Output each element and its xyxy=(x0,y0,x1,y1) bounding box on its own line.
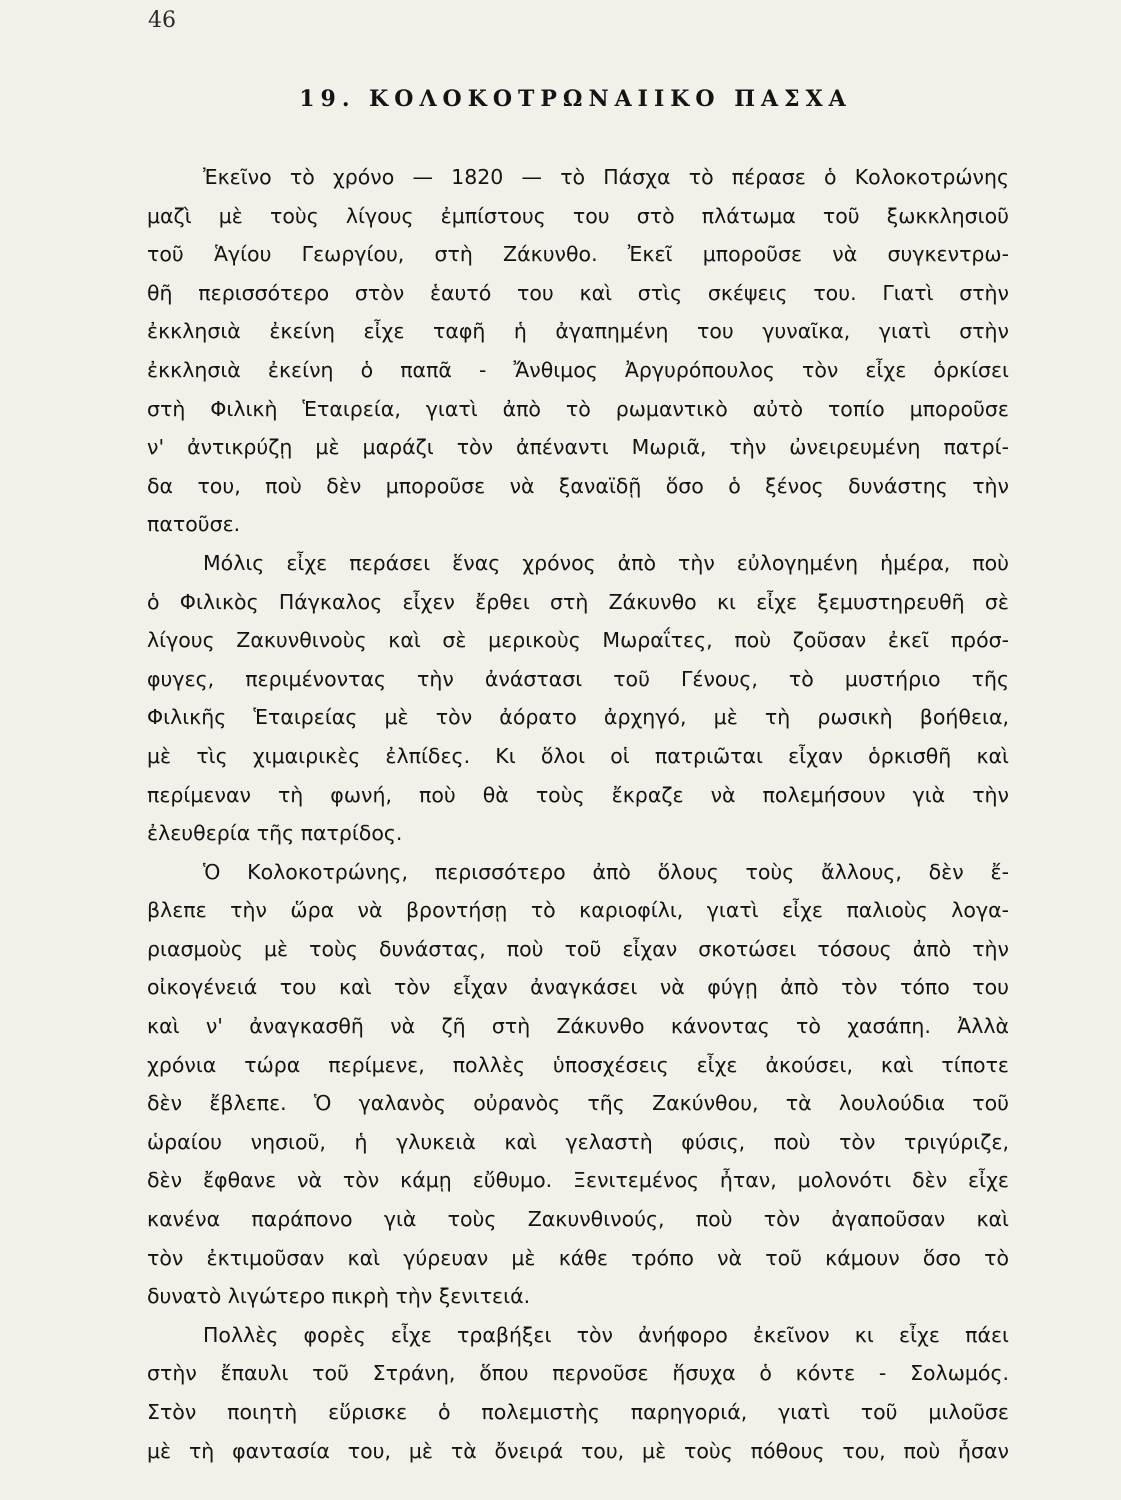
text-line: Μόλις εἶχε περάσει ἕνας χρόνος ἀπὸ τὴν εὐλογημένη ἡμέρα, ποὺ xyxy=(203,550,1009,575)
text-line: βλεπε τὴν ὥρα νὰ βροντήσῃ τὸ καριοφίλι, γιατὶ εἶχε παλιοὺς λογα- xyxy=(147,898,1009,923)
text-line: θῆ περισσότερο στὸν ἑαυτό του καὶ στὶς σκέψεις του. Γιατὶ στὴν xyxy=(147,280,1009,305)
text-line: χρόνια τώρα περίμενε, πολλὲς ὑποσχέσεις εἶχε ἀκούσει, καὶ τίποτε xyxy=(147,1052,1009,1077)
text-line: ἐλευθερία τῆς πατρίδος. xyxy=(147,821,403,846)
chapter-title: 19. ΚΟΛΟΚΟΤΡΩΝΑΙΙΚΟ ΠΑΣΧΑ xyxy=(299,86,852,112)
paragraph xyxy=(147,158,1009,544)
text-line: καὶ ν' ἀναγκασθῆ νὰ ζῆ στὴ Ζάκυνθο κάνοντας τὸ χασάπη. Ἀλλὰ xyxy=(147,1014,1009,1039)
text-line: στὴν ἔπαυλι τοῦ Στράνη, ὅπου περνοῦσε ἥσυχα ὁ κόντε - Σολωμός. xyxy=(147,1361,1009,1386)
text-line: τοῦ Ἁγίου Γεωργίου, στὴ Ζάκυνθο. Ἐκεῖ μποροῦσε νὰ συγκεντρω- xyxy=(147,242,1009,267)
text-line: δὲν ἔβλεπε. Ὁ γαλανὸς οὐρανὸς τῆς Ζακύνθου, τὰ λουλούδια τοῦ xyxy=(147,1091,1009,1116)
text-line: ὁ Φιλικὸς Πάγκαλος εἶχεν ἔρθει στὴ Ζάκυνθο κι εἶχε ξεμυστηρευθῆ σὲ xyxy=(147,589,1009,614)
text-line: μὲ τὴ φαντασία του, μὲ τὰ ὄνειρά του, μὲ τοὺς πόθους του, ποὺ ἦσαν xyxy=(147,1438,1009,1463)
paragraph xyxy=(147,544,1009,853)
text-line: Ὁ Κολοκοτρώνης, περισσότερο ἀπὸ ὅλους τοὺς ἄλλους, δὲν ἔ- xyxy=(203,859,1009,884)
body-text xyxy=(147,158,1009,1470)
text-line: μαζὶ μὲ τοὺς λίγους ἐμπίστους του στὸ πλάτωμα τοῦ ξωκκλησιοῦ xyxy=(147,203,1009,228)
text-line: δα του, ποὺ δὲν μποροῦσε νὰ ξαναϊδῇ ὅσο ὁ ξένος δυνάστης τὴν xyxy=(147,473,1009,498)
text-line: τὸν ἐκτιμοῦσαν καὶ γύρευαν μὲ κάθε τρόπο νὰ τοῦ κάμουν ὅσο τὸ xyxy=(147,1245,1009,1270)
text-line: ριασμοὺς μὲ τοὺς δυνάστας, ποὺ τοῦ εἶχαν σκοτώσει τόσους ἀπὸ τὴν xyxy=(147,936,1009,961)
text-line: ἐκκλησιὰ ἐκείνη εἶχε ταφῆ ἡ ἀγαπημένη του γυναῖκα, γιατὶ στὴν xyxy=(147,319,1009,344)
text-line: Στὸν ποιητὴ εὕρισκε ὁ πολεμιστὴς παρηγοριά, γιατὶ τοῦ μιλοῦσε xyxy=(147,1400,1009,1424)
text-line: φυγες, περιμένοντας τὴν ἀνάστασι τοῦ Γένους, τὸ μυστήριο τῆς xyxy=(147,666,1009,691)
text-line: ν' ἀντικρύζῃ μὲ μαράζι τὸν ἀπέναντι Μωριᾶ, τὴν ὠνειρευμένη πατρί- xyxy=(147,435,1009,460)
paragraph xyxy=(147,1316,1009,1470)
text-line: λίγους Ζακυνθινοὺς καὶ σὲ μερικοὺς Μωραΐτες, ποὺ ζοῦσαν ἐκεῖ πρόσ- xyxy=(147,628,1009,653)
text-line: κανένα παράπονο γιὰ τοὺς Ζακυνθινούς, ποὺ τὸν ἀγαποῦσαν καὶ xyxy=(147,1207,1009,1232)
text-line: Φιλικῆς Ἑταιρείας μὲ τὸν ἀόρατο ἀρχηγό, μὲ τὴ ρωσικὴ βοήθεια, xyxy=(147,705,1009,730)
page-number: 46 xyxy=(148,8,176,33)
text-line: περίμεναν τὴ φωνή, ποὺ θὰ τοὺς ἔκραζε νὰ πολεμήσουν γιὰ τὴν xyxy=(147,782,1009,807)
text-line: Πολλὲς φορὲς εἶχε τραβήξει τὸν ἀνήφορο ἐκεῖνον κι εἶχε πάει xyxy=(203,1322,1009,1347)
text-line: οἰκογένειά του καὶ τὸν εἶχαν ἀναγκάσει νὰ φύγῃ ἀπὸ τὸν τόπο του xyxy=(147,975,1009,1000)
text-line: στὴ Φιλικὴ Ἑταιρεία, γιατὶ ἀπὸ τὸ ρωμαντικὸ αὐτὸ τοπίο μποροῦσε xyxy=(147,396,1009,421)
text-line: δυνατὸ λιγώτερο πικρὴ τὴν ξενιτειά. xyxy=(147,1284,531,1309)
text-line: δὲν ἔφθανε νὰ τὸν κάμῃ εὔθυμο. Ξενιτεμένος ἦταν, μολονότι δὲν εἶχε xyxy=(147,1168,1009,1193)
text-line: Ἐκεῖνο τὸ χρόνο — 1820 — τὸ Πάσχα τὸ πέρασε ὁ Κολοκοτρώνης xyxy=(203,165,1009,189)
text-line: πατοῦσε. xyxy=(147,512,241,537)
paragraph xyxy=(147,853,1009,1316)
text-line: μὲ τὶς χιμαιρικὲς ἐλπίδες. Κι ὅλοι οἱ πατριῶται εἶχαν ὁρκισθῆ καὶ xyxy=(147,743,1009,768)
text-line: ὡραίου νησιοῦ, ἡ γλυκειὰ καὶ γελαστὴ φύσις, ποὺ τὸν τριγύριζε, xyxy=(147,1129,1009,1154)
text-line: ἐκκλησιὰ ἐκείνη ὁ παπᾶ - Ἄνθιμος Ἀργυρόπουλος τὸν εἶχε ὁρκίσει xyxy=(147,357,1009,382)
